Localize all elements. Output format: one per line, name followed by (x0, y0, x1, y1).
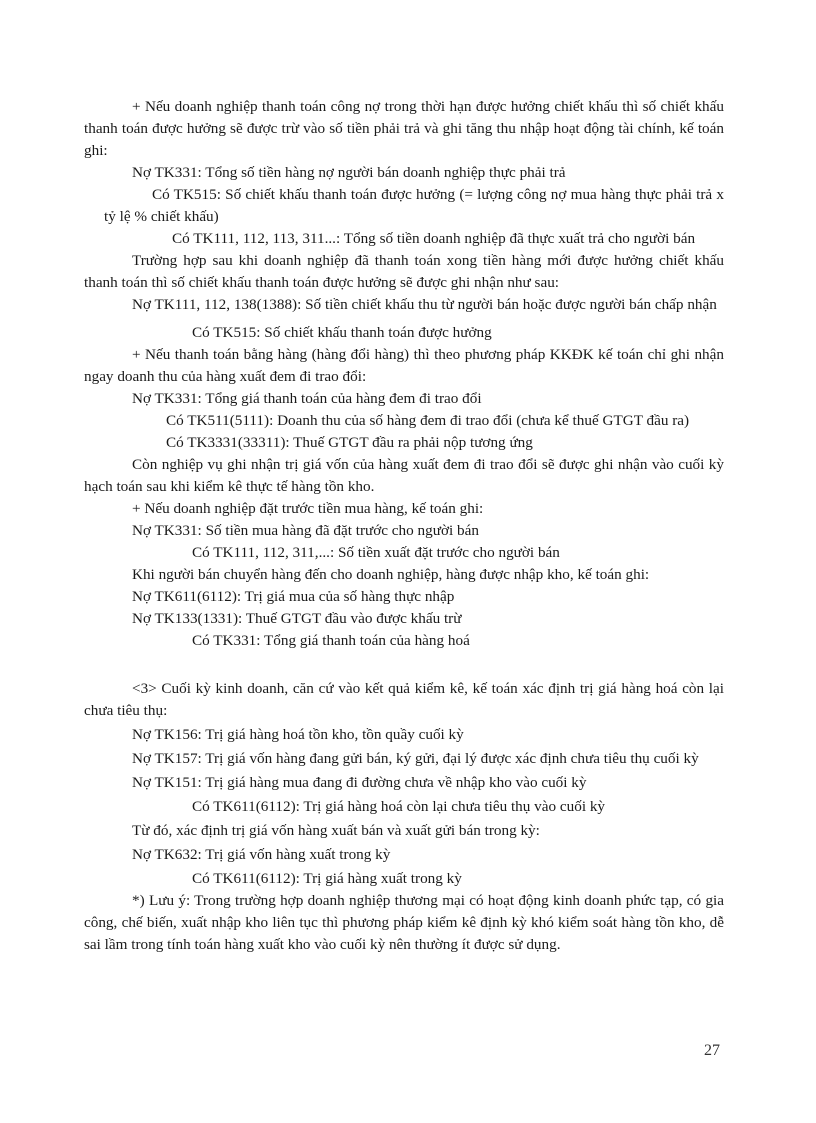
entry-debit-tk632: Nợ TK632: Trị giá vốn hàng xuất trong kỳ (132, 846, 391, 863)
paragraph-barter-payment: + Nếu thanh toán bằng hàng (hàng đổi hàng) thì theo phương pháp KKĐK kế toán chỉ ghi nhận ngay doanh thu của hàng xuất đem đi trao đổi: (84, 346, 724, 385)
paragraph-advance-payment: + Nếu doanh nghiệp đặt trước tiền mua hàng, kế toán ghi: (132, 500, 484, 517)
entry-debit-tk133: Nợ TK133(1331): Thuế GTGT đầu vào được khấu trừ (132, 610, 462, 627)
paragraph-period-end: <3> Cuối kỳ kinh doanh, căn cứ vào kết quả kiểm kê, kế toán xác định trị giá hàng hoá còn lại chưa tiêu thụ: (84, 680, 724, 719)
entry-debit-tk157: Nợ TK157: Trị giá vốn hàng đang gửi bán, ký gửi, đại lý được xác định chưa tiêu thụ cuối kỳ (132, 750, 699, 767)
entry-debit-tk331-advance: Nợ TK331: Số tiền mua hàng đã đặt trước cho người bán (132, 522, 479, 539)
entry-credit-tk3331: Có TK3331(33311): Thuế GTGT đầu ra phải nộp tương ứng (166, 434, 533, 451)
entry-credit-tk515-text: Có TK515: Số chiết khấu thanh toán được hưởng (= lượng công nợ mua hàng thực phải trả x tỷ lệ % chiết khấu) (104, 186, 724, 225)
entry-debit-tk331-barter: Nợ TK331: Tổng giá thanh toán của hàng đem đi trao đổi (132, 390, 482, 407)
entry-credit-tk111-advance: Có TK111, 112, 311,...: Số tiền xuất đặt trước cho người bán (192, 544, 560, 561)
entry-credit-tk515-received: Có TK515: Số chiết khấu thanh toán được hưởng (192, 324, 492, 341)
entry-debit-tk111-138: Nợ TK111, 112, 138(1388): Số tiền chiết khấu thu từ người bán hoặc được người bán chấp nhận (132, 296, 717, 313)
entry-credit-tk331-goods: Có TK331: Tổng giá thanh toán của hàng hoá (192, 632, 470, 649)
entry-credit-tk111: Có TK111, 112, 113, 311...: Tổng số tiền doanh nghiệp đã thực xuất trả cho người bán (172, 230, 696, 247)
entry-debit-tk156: Nợ TK156: Trị giá hàng hoá tồn kho, tồn quầy cuối kỳ (132, 726, 464, 743)
paragraph-goods-received: Khi người bán chuyển hàng đến cho doanh nghiệp, hàng được nhập kho, kế toán ghi: (132, 566, 650, 583)
paragraph-discount-within-term: + Nếu doanh nghiệp thanh toán công nợ trong thời hạn được hưởng chiết khấu thì số chiết khấu thanh toán được hưởng sẽ được trừ vào số tiền phải trả và ghi tăng thu nhập hoạt động tài chính, kế toán ghi: (84, 98, 724, 159)
paragraph-cost-of-goods: Từ đó, xác định trị giá vốn hàng xuất bán và xuất gửi bán trong kỳ: (132, 822, 540, 839)
entry-debit-tk611: Nợ TK611(6112): Trị giá mua của số hàng thực nhập (132, 588, 455, 605)
paragraph-cost-recognition: Còn nghiệp vụ ghi nhận trị giá vốn của hàng xuất đem đi trao đổi sẽ được ghi nhận vào cuối kỳ hạch toán sau khi kiểm kê thực tế hàng tồn kho. (84, 456, 724, 495)
entry-credit-tk611-remaining: Có TK611(6112): Trị giá hàng hoá còn lại chưa tiêu thụ vào cuối kỳ (192, 798, 606, 815)
entry-debit-tk331: Nợ TK331: Tổng số tiền hàng nợ người bán doanh nghiệp thực phải trả (132, 164, 566, 181)
page-number: 27 (704, 1042, 720, 1059)
entry-credit-tk515 (84, 184, 724, 228)
entry-credit-tk611-issued: Có TK611(6112): Trị giá hàng xuất trong kỳ (192, 870, 462, 887)
entry-credit-tk511: Có TK511(5111): Doanh thu của số hàng đem đi trao đổi (chưa kể thuế GTGT đầu ra) (166, 412, 690, 429)
paragraph-note: *) Lưu ý: Trong trường hợp doanh nghiệp thương mại có hoạt động kinh doanh phức tạp, có gia công, chế biến, xuất nhập kho liên tục thì phương pháp kiểm kê định kỳ khó kiểm soát hàng tồn kho, dễ sai lầm trong tính toán hàng xuất kho vào cuối kỳ nên thường ít được sử dụng. (84, 892, 724, 953)
paragraph-discount-after-payment: Trường hợp sau khi doanh nghiệp đã thanh toán xong tiền hàng mới được hưởng chiết khấu thanh toán thì số chiết khấu thanh toán được hưởng sẽ được ghi nhận như sau: (84, 252, 724, 291)
page-body (84, 96, 724, 956)
entry-debit-tk151: Nợ TK151: Trị giá hàng mua đang đi đường chưa về nhập kho vào cuối kỳ (132, 774, 587, 791)
